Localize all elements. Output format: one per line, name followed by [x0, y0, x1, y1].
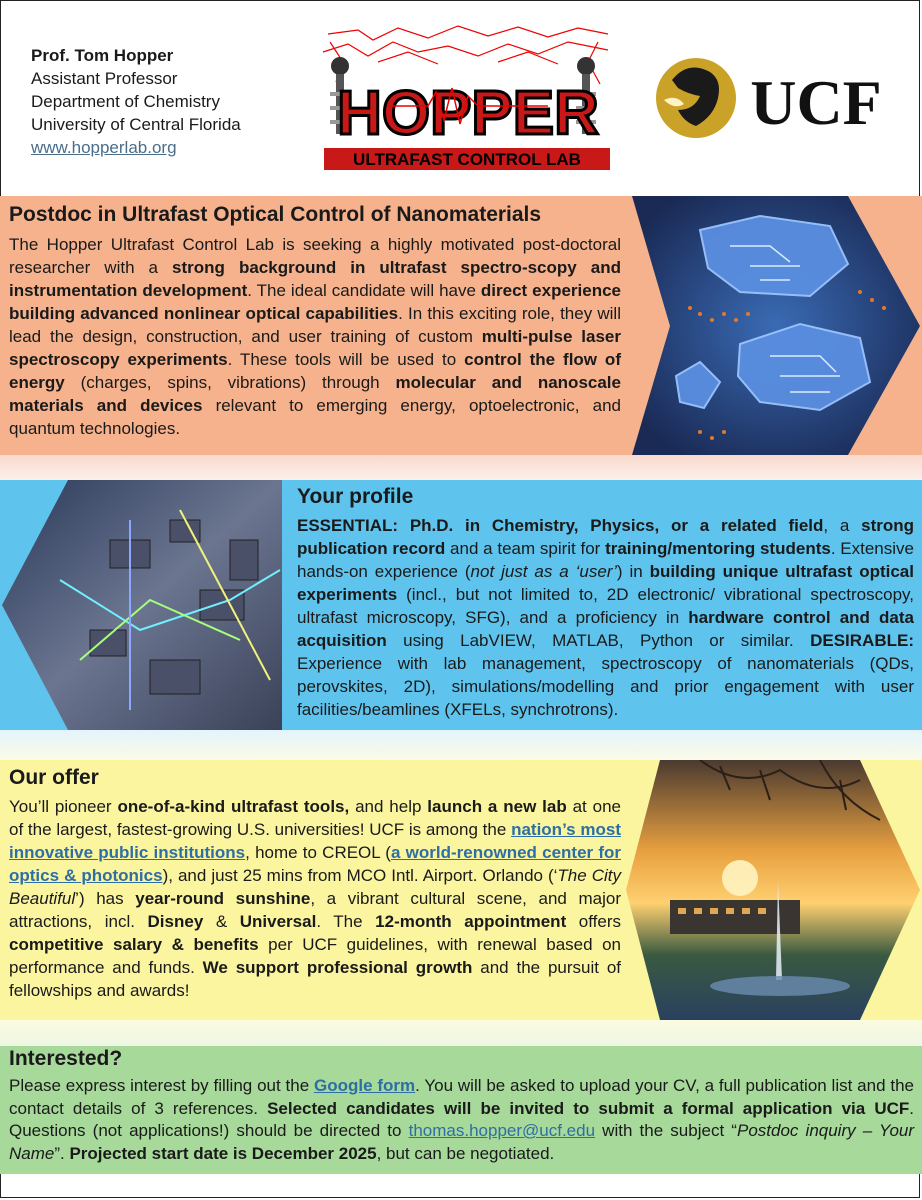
professor-name: Prof. Tom Hopper: [31, 46, 174, 65]
text: with the subject “: [595, 1121, 737, 1140]
emphasis: 12-month appointment: [375, 912, 567, 931]
text: , a: [823, 516, 862, 535]
university: University of Central Florida: [31, 115, 241, 134]
italic: Postdoc inquiry – Your Name: [9, 1121, 915, 1163]
innovative-institutions-link[interactable]: nation’s most innovative public institutions: [9, 820, 621, 862]
text: using LabVIEW, MATLAB, Python or similar.: [386, 631, 811, 650]
emphasis: direct experience building advanced nonlinear optical capabilities: [9, 281, 621, 323]
interested-title: Interested?: [9, 1047, 123, 1070]
ucf-logo: [648, 50, 908, 146]
creol-link[interactable]: a world-renowned center for optics & photonics: [9, 843, 622, 885]
section-divider: [0, 730, 922, 760]
text: ), and just 25 mins from MCO Intl. Airport. Orlando (‘: [162, 866, 558, 885]
text: . You will be asked to upload your CV, a full publication list and the contact details of 3 references.: [9, 1076, 914, 1118]
offer-title: Our offer: [9, 766, 99, 789]
ucf-logo-text: UCF: [750, 67, 882, 138]
department: Department of Chemistry: [31, 92, 220, 111]
text: at one of the largest, fastest-growing U.S. universities! UCF is among the: [9, 797, 621, 839]
text: The Hopper Ultrafast Control Lab is seeking a highly motivated post-doctoral researcher with a: [9, 235, 621, 277]
contact-email-link[interactable]: thomas.hopper@ucf.edu: [408, 1121, 596, 1140]
emphasis: building unique ultrafast optical experiments: [297, 562, 914, 604]
contact-block: [31, 44, 241, 159]
emphasis: strong background in ultrafast spectro-scopy and instrumentation development: [9, 258, 621, 300]
profile-description: [297, 514, 914, 721]
emphasis: launch a new lab: [427, 797, 567, 816]
text: offers: [566, 912, 622, 931]
text: and help: [349, 797, 428, 816]
text: relevant to emerging energy, optoelectronic, and quantum technologies.: [9, 396, 621, 438]
text: You’ll pioneer: [9, 797, 118, 816]
text: per UCF guidelines, with renewal based on performance and funds.: [9, 935, 621, 977]
interested-description: [9, 1075, 914, 1165]
emphasis: DESIRABLE:: [810, 631, 914, 650]
text: , a vibrant cultural scene, and major attractions, incl.: [9, 889, 622, 931]
text: . These tools will be used to: [227, 350, 465, 369]
text: and the pursuit of fellowships and awards!: [9, 958, 621, 1000]
lab-website-link[interactable]: www.hopperlab.org: [31, 138, 177, 157]
text: (charges, spins, vibrations) through: [64, 373, 396, 392]
emphasis: control the flow of energy: [9, 350, 621, 392]
emphasis: multi-pulse laser spectroscopy experiments: [9, 327, 621, 369]
postdoc-title: Postdoc in Ultrafast Optical Control of Nanomaterials: [9, 203, 542, 226]
text: and a team spirit for: [445, 539, 606, 558]
hopper-lab-logo: [318, 22, 616, 174]
emphasis: year-round sunshine: [135, 889, 311, 908]
text: &: [203, 912, 240, 931]
emphasis: We support professional growth: [202, 958, 473, 977]
professor-role: Assistant Professor: [31, 69, 178, 88]
text: ”.: [54, 1143, 70, 1163]
emphasis: one-of-a-kind ultrafast tools,: [117, 797, 350, 816]
google-form-link[interactable]: Google form: [313, 1076, 416, 1095]
emphasis: hardware control and data acquisition: [297, 608, 914, 650]
lightning-icon: [323, 26, 608, 84]
lab-logo-title: HOPPER: [337, 79, 599, 148]
text: ’) has: [75, 889, 136, 908]
italic: The City Beautiful: [9, 866, 621, 908]
section-divider: [0, 455, 922, 480]
text: (incl., but not limited to, 2D electronic/ vibrational spectroscopy, ultrafast microscopy, SFG), and a proficiency in: [297, 585, 914, 627]
text: ) in: [616, 562, 650, 581]
lab-logo-subtitle: ULTRAFAST CONTROL LAB: [353, 150, 581, 169]
emphasis: competitive salary & benefits: [9, 935, 259, 954]
pegasus-icon: [656, 58, 736, 138]
emphasis: Projected start date is December 2025: [69, 1143, 377, 1163]
text: . The: [316, 912, 376, 931]
italic: not just as a ‘user’: [470, 562, 617, 581]
text: . Extensive hands-on experience (: [297, 539, 914, 581]
postdoc-description: [9, 233, 621, 440]
emphasis: Universal: [239, 912, 317, 931]
section-divider: [0, 1020, 922, 1046]
text: . In this exciting role, they will lead the design, construction, and user training of custom: [9, 304, 621, 346]
text: , but can be negotiated.: [376, 1143, 555, 1163]
text: . The ideal candidate will have: [247, 281, 481, 300]
emphasis: Disney: [147, 912, 204, 931]
emphasis: strong publication record: [297, 516, 915, 558]
emphasis: Selected candidates will be invited to submit a formal application via UCF: [267, 1098, 910, 1118]
emphasis: molecular and nanoscale materials and devices: [9, 373, 621, 415]
text: Please express interest by filling out the: [9, 1076, 314, 1095]
emphasis: training/mentoring students: [605, 539, 831, 558]
profile-title: Your profile: [297, 485, 414, 508]
text: . Questions (not applications!) should be directed to: [9, 1098, 914, 1140]
offer-description: [9, 795, 621, 1002]
emphasis: ESSENTIAL: Ph.D. in Chemistry, Physics, or a related field: [297, 516, 824, 535]
text: Experience with lab management, spectroscopy of nanomaterials (QDs, perovskites, 2D), simulations/modelling and prior engagement with user facilities/beamlines (XFELs, synchrotrons).: [297, 654, 914, 719]
text: , home to CREOL (: [245, 843, 391, 862]
